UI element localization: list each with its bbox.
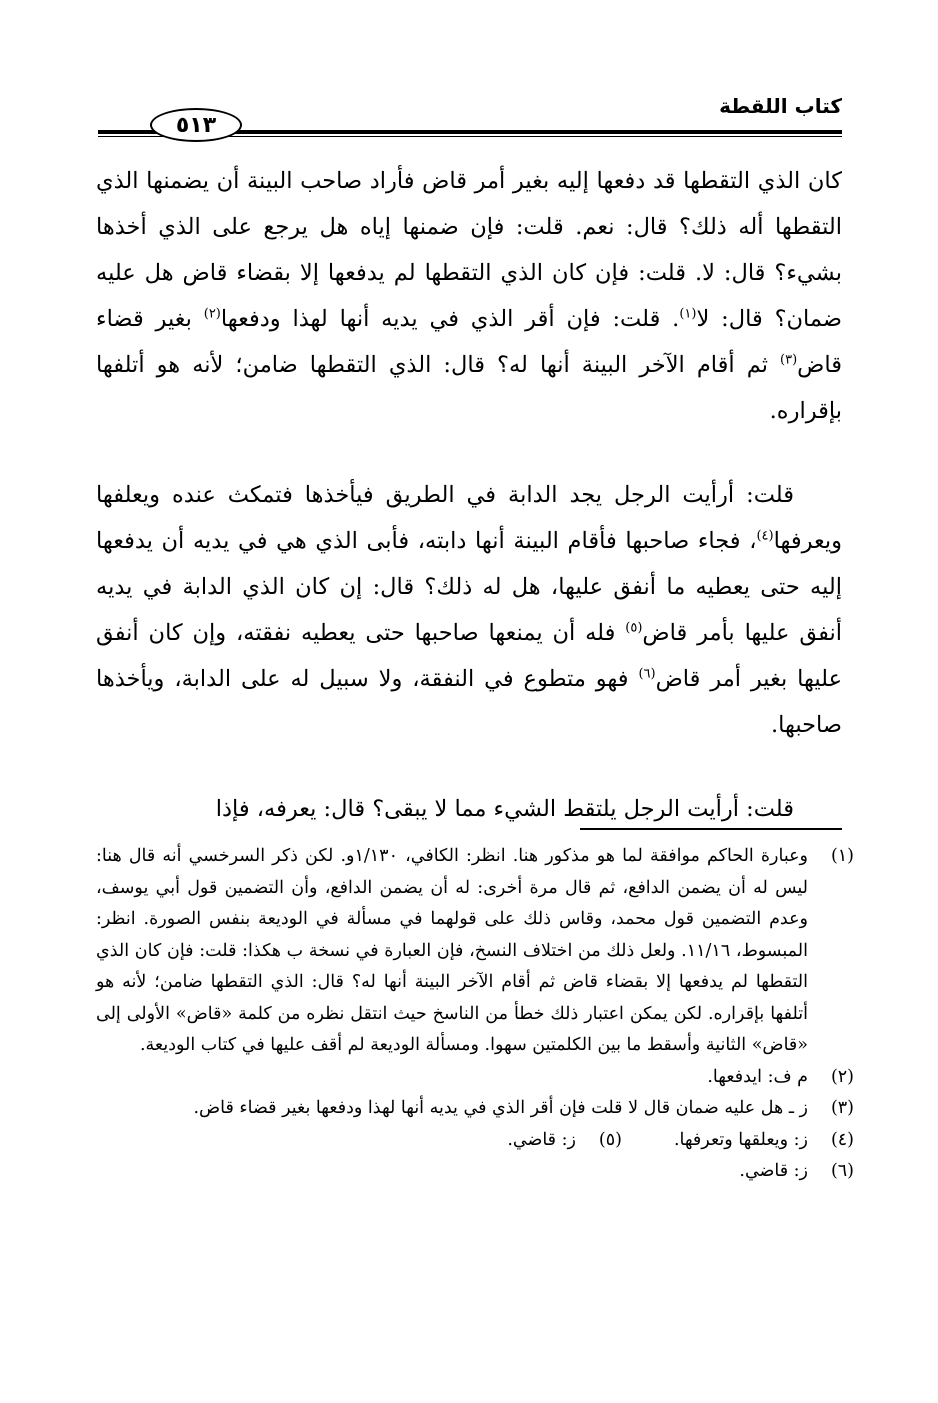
footnote-number: (٤) [830,1129,854,1150]
footnote-text: ز ـ هل عليه ضمان قال لا قلت فإن أقر الذي في يديه أنها لهذا ودفعها بغير قضاء قاض. [193,1098,808,1118]
footnotes [96,841,854,1188]
paragraph-text: ، فجاء صاحبها فأقام البينة أنها دابته، فأبى الذي هي في يديه أن يدفعها إليه حتى يعطيه ما أنفق عليها، هل له ذلك؟ قال: إن كان الذي الدابة في يديه أنفق عليها بأمر قاض [96,528,843,646]
running-head: كتاب اللقطة [719,94,842,118]
footnote-separator [580,828,842,830]
footnote-text: وعبارة الحاكم موافقة لما هو مذكور هنا. انظر: الكافي، ١/١٣٠و. لكن ذكر السرخسي أنه قال هنا: ليس له أن يضمن الدافع، ثم قال مرة أخرى: له أن يضمن الدافع، وأن التضمين قول أبي يوسف، وعدم التضمين قول محمد، وقاس ذلك على قولهما في مسألة في الوديعة بنفس الصورة. انظر: المبسوط، ١١/١٦. ولعل ذلك من اختلاف النسخ، فإن العبارة في نسخة ب هكذا: قلت: فإن كان الذي التقطها لم يدفعها إلا بقضاء قاض ثم أقام الآخر البينة أنها له؟ قال: الذي التقطها ضامن؛ لأنه هو أتلفها بإقراره. لكن يمكن اعتبار ذلك خطأ من الناسخ حيث انتقل نظره من كلمة «قاض» الأولى إلى «قاض» الثانية وأسقط ما بين الكلمتين سهوا. ومسألة الوديعة لم أقف عليها في كتاب الوديعة. [96,846,808,1055]
footnote-number: (٦) [830,1161,854,1181]
paragraph-text: ثم أقام الآخر البينة أنها له؟ قال: الذي التقطها ضامن؛ لأنه هو أتلفها بإقراره. [96,352,842,424]
paragraph-3 [96,786,842,832]
paragraph-2 [96,472,842,748]
footnote-text: م ف: ايدفعها. [707,1066,808,1087]
footnote-ref: (٣) [780,352,798,368]
footnote-item [96,1062,854,1094]
footnote-number: (٢) [830,1066,854,1087]
footnote-ref: (١) [679,306,697,322]
paragraph-1 [96,158,842,434]
paragraph-text: . قلت: فإن أقر الذي في يديه أنها لهذا ودفعها [220,306,680,332]
paragraph-text: قلت: أرأيت الرجل يجد الدابة في الطريق فيأخذها فتمكث عنده ويعلفها ويعرفها [96,482,842,554]
footnote-item [507,1125,622,1157]
footnote-text: ز: قاضي. [507,1129,576,1150]
footnote-item [96,1093,854,1125]
paragraph-text: فهو متطوع في النفقة، ولا سبيل له على الدابة، ويأخذها صاحبها. [96,666,842,738]
footnote-item [96,1156,854,1188]
footnote-number: (٥) [598,1129,622,1150]
paragraph-text: قلت: أرأيت الرجل يلتقط الشيء مما لا يبقى؟ قال: يعرفه، فإذا [215,796,794,822]
footnote-item [674,1125,854,1157]
footnote-text: ز: ويعلقها وتعرفها. [673,1129,808,1150]
footnote-item [96,841,854,1062]
footnote-ref: (٤) [756,528,774,544]
paragraph-text: فله أن يمنعها صاحبها حتى يعطيه نفقته، وإن كان أنفق عليها بغير أمر قاض [96,620,843,692]
footnote-ref: (٥) [625,620,643,636]
footnote-number: (٣) [830,1098,854,1118]
footnote-row [96,1125,854,1157]
footnote-ref: (٢) [203,306,221,322]
footnote-text: ز: قاضي. [739,1161,808,1181]
footnote-ref: (٦) [638,666,656,682]
main-text [96,158,842,870]
paragraph-text: كان الذي التقطها قد دفعها إليه بغير أمر قاض فأراد صاحب البينة أن يضمنها الذي التقطها أله ذلك؟ قال: نعم. قلت: فإن ضمنها إياه هل يرجع على الذي أخذها بشيء؟ قال: لا. قلت: فإن كان الذي التقطها لم يدفعها إلا بقضاء قاض هل عليه ضمان؟ قال: لا [96,168,842,332]
footnote-number: (١) [830,846,854,866]
paragraph-text: بغير قضاء قاض [96,306,842,378]
page-number-badge: ٥١٣ [150,108,242,142]
